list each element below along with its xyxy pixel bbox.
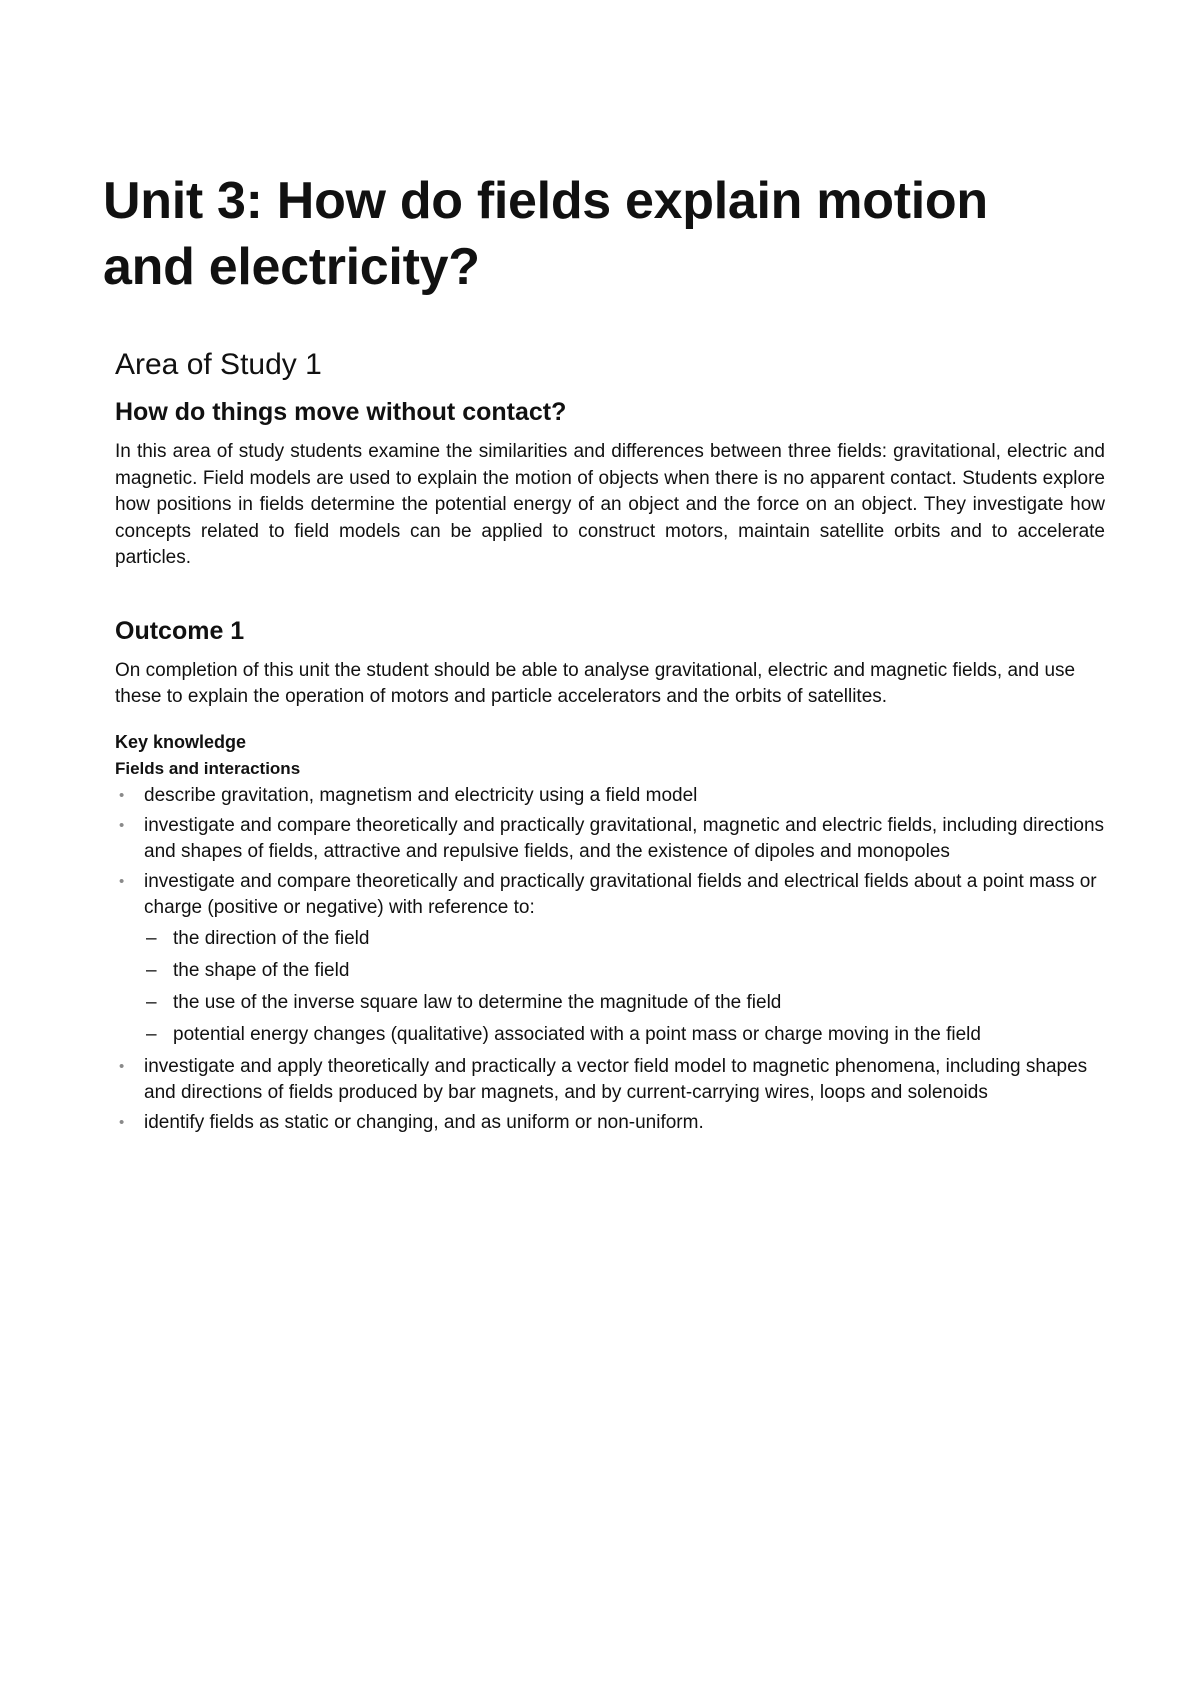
list-item xyxy=(115,813,1105,865)
sub-list-item xyxy=(144,958,1105,984)
sub-list-item xyxy=(144,926,1105,952)
list-item xyxy=(115,869,1105,1048)
sub-list-item xyxy=(144,1022,1105,1048)
list-item-text: investigate and compare theoretically and practically gravitational, magnetic and electric fields, including directions and shapes of fields, attractive and repulsive fields, and the existence of dipoles and monopoles xyxy=(144,814,1105,862)
dash-icon: – xyxy=(146,959,157,981)
sub-list-item-text: the use of the inverse square law to determine the magnitude of the field xyxy=(173,991,782,1013)
area-heading: Area of Study 1 xyxy=(115,348,322,381)
outcome-text: On completion of this unit the student should be able to analyse gravitational, electric and magnetic fields, and use these to explain the operation of motors and particle accelerators and the orbits of satellites. xyxy=(115,659,1076,707)
sub-list xyxy=(144,926,1105,1048)
dash-icon: – xyxy=(146,991,157,1013)
sub-list-item-text: potential energy changes (qualitative) associated with a point mass or charge moving in the field xyxy=(173,1023,981,1045)
bullet-icon: • xyxy=(119,786,125,804)
sub-list-item xyxy=(144,990,1105,1016)
bullet-icon: • xyxy=(119,872,125,890)
list-item-text: investigate and compare theoretically and practically gravitational fields and electrical fields about a point mass or charge (positive or negative) with reference to: xyxy=(144,870,1097,918)
bullet-icon: • xyxy=(119,816,125,834)
list-item-text: describe gravitation, magnetism and electricity using a field model xyxy=(144,784,698,806)
list-item-text: investigate and apply theoretically and practically a vector field model to magnetic phenomena, including shapes and directions of fields produced by bar magnets, and by current-carrying wires, loops and solenoids xyxy=(144,1055,1088,1103)
fields-interactions-heading: Fields and interactions xyxy=(115,758,301,778)
outcome-heading: Outcome 1 xyxy=(115,616,245,645)
dash-icon: – xyxy=(146,1023,157,1045)
key-knowledge-list xyxy=(115,783,1105,1136)
area-of-study-section xyxy=(115,345,1105,1140)
bullet-icon: • xyxy=(119,1057,125,1075)
sub-list-item-text: the direction of the field xyxy=(173,927,370,949)
list-item xyxy=(115,1054,1105,1106)
dash-icon: – xyxy=(146,927,157,949)
area-subheading: How do things move without contact? xyxy=(115,398,567,426)
list-item xyxy=(115,783,1105,809)
list-item-text: identify fields as static or changing, and as uniform or non-uniform. xyxy=(144,1111,704,1133)
bullet-icon: • xyxy=(119,1113,125,1131)
area-paragraph: In this area of study students examine the similarities and differences between three fields: gravitational, electric and magnetic. Field models are used to explain the motion of objects when there is no apparent contact. Students explore how positions in fields determine the potential energy of an object and the force on an object. They investigate how concepts related to field models can be applied to construct motors, maintain satellite orbits and to accelerate particles. xyxy=(115,441,1105,568)
sub-list-item-text: the shape of the field xyxy=(173,959,350,981)
list-item xyxy=(115,1110,1105,1136)
unit-title: Unit 3: How do fields explain motion and electricity? xyxy=(103,172,988,296)
key-knowledge-heading: Key knowledge xyxy=(115,731,247,752)
